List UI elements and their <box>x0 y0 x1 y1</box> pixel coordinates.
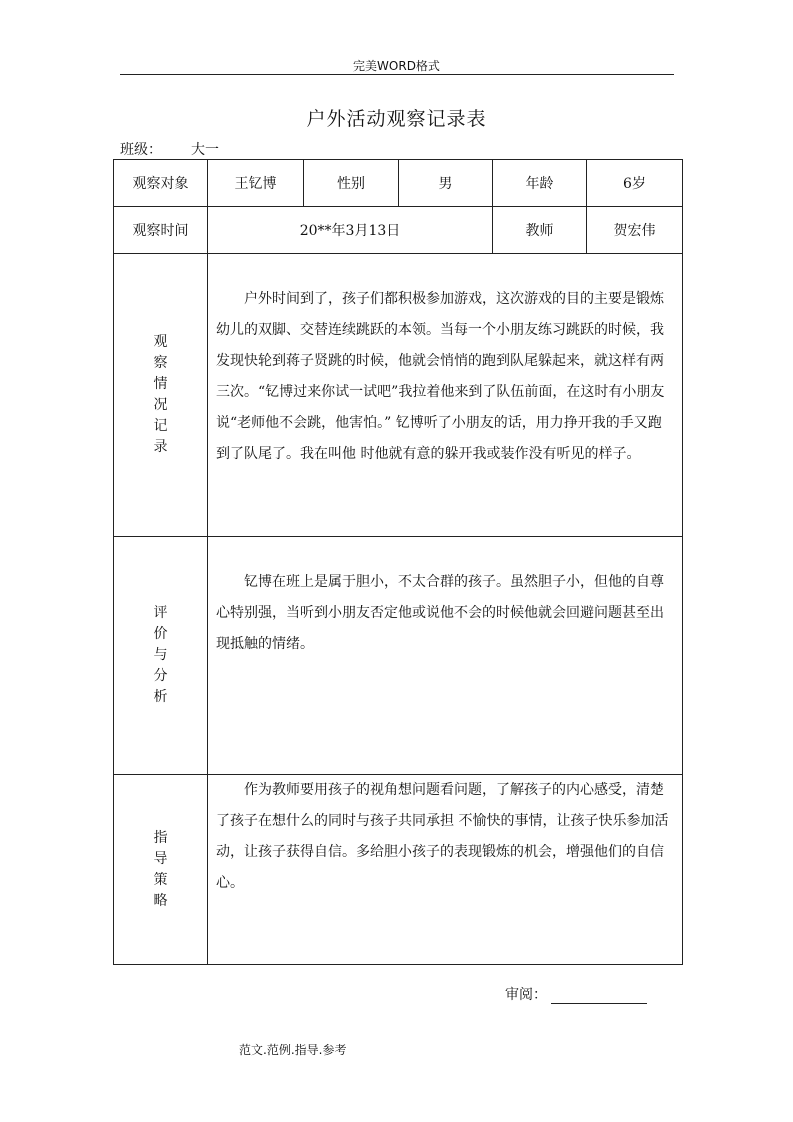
gender-value: 男 <box>399 160 493 207</box>
evaluation-text: 钇博在班上是属于胆小，不太合群的孩子。虽然胆子小，但他的自尊心特别强，当听到小朋友否定他或说他不会的时候他就会回避问题甚至出现抵触的情绪。 <box>216 574 664 652</box>
label-char: 录 <box>153 439 168 455</box>
review-signature <box>505 984 647 1004</box>
table-row <box>114 160 683 207</box>
label-char: 析 <box>153 689 168 705</box>
class-label: 班级： <box>120 142 162 158</box>
label-char: 价 <box>153 626 168 642</box>
evaluation-label <box>114 537 208 775</box>
label-char: 指 <box>153 829 168 846</box>
page-header: 完美WORD格式 <box>353 59 440 73</box>
page-footer: 范文.范例.指导.参考 <box>239 1043 347 1057</box>
time-value: 20**年3月13日 <box>208 207 493 254</box>
label-char: 评 <box>153 605 168 621</box>
guidance-text: 作为教师要用孩子的视角想问题看问题，了解孩子的内心感受，清楚了孩子在想什么的同时与孩子共同承担 不愉快的事情，让孩子快乐参加活动，让孩子获得自信。多给胆小孩子的表现锻炼的机会，增强他们的自信心。 <box>216 782 669 891</box>
observation-content <box>208 254 683 537</box>
gender-label: 性别 <box>304 160 399 207</box>
label-char: 分 <box>153 668 168 684</box>
label-char: 观 <box>153 334 168 350</box>
observation-label <box>114 254 208 537</box>
table-row <box>114 207 683 254</box>
class-value: 大一 <box>166 139 270 160</box>
label-char: 导 <box>153 850 168 867</box>
subject-label: 观察对象 <box>114 160 208 207</box>
class-info <box>120 139 270 159</box>
header-divider <box>120 74 674 75</box>
teacher-value: 贺宏伟 <box>587 207 683 254</box>
label-char: 况 <box>153 397 168 413</box>
observation-text: 户外时间到了，孩子们都积极参加游戏，这次游戏的目的主要是锻炼幼儿的双脚、交替连续跳跃的本领。当每一个小朋友练习跳跃的时候，我发现快轮到蒋子贤跳的时候，他就会悄悄的跑到队尾躲起来，就这样有两三次。“钇博过来你试一试吧”我拉着他来到了队伍前面，在这时有小朋友说“老师他不会跳，他害怕。” 钇博听了小朋友的话，用力挣开我的手又跑到了队尾了。我在叫他 时他就有意的躲开我或装作没有听见的样子。 <box>216 291 665 462</box>
review-label: 审阅： <box>505 987 547 1003</box>
guidance-label <box>114 775 208 965</box>
age-label: 年龄 <box>493 160 587 207</box>
teacher-label: 教师 <box>493 207 587 254</box>
label-char: 策 <box>153 871 168 888</box>
label-char: 情 <box>153 376 168 392</box>
table-row <box>114 537 683 775</box>
table-row <box>114 775 683 965</box>
evaluation-content <box>208 537 683 775</box>
subject-value: 王钇博 <box>208 160 304 207</box>
label-char: 记 <box>153 418 168 434</box>
guidance-content <box>208 775 683 965</box>
form-title: 户外活动观察记录表 <box>306 108 487 130</box>
label-char: 略 <box>153 892 168 909</box>
review-signature-line <box>551 987 647 1004</box>
label-char: 与 <box>153 647 168 663</box>
time-label: 观察时间 <box>114 207 208 254</box>
table-row <box>114 254 683 537</box>
age-value: 6岁 <box>587 160 683 207</box>
label-char: 察 <box>153 355 168 371</box>
observation-record-table <box>113 159 683 965</box>
